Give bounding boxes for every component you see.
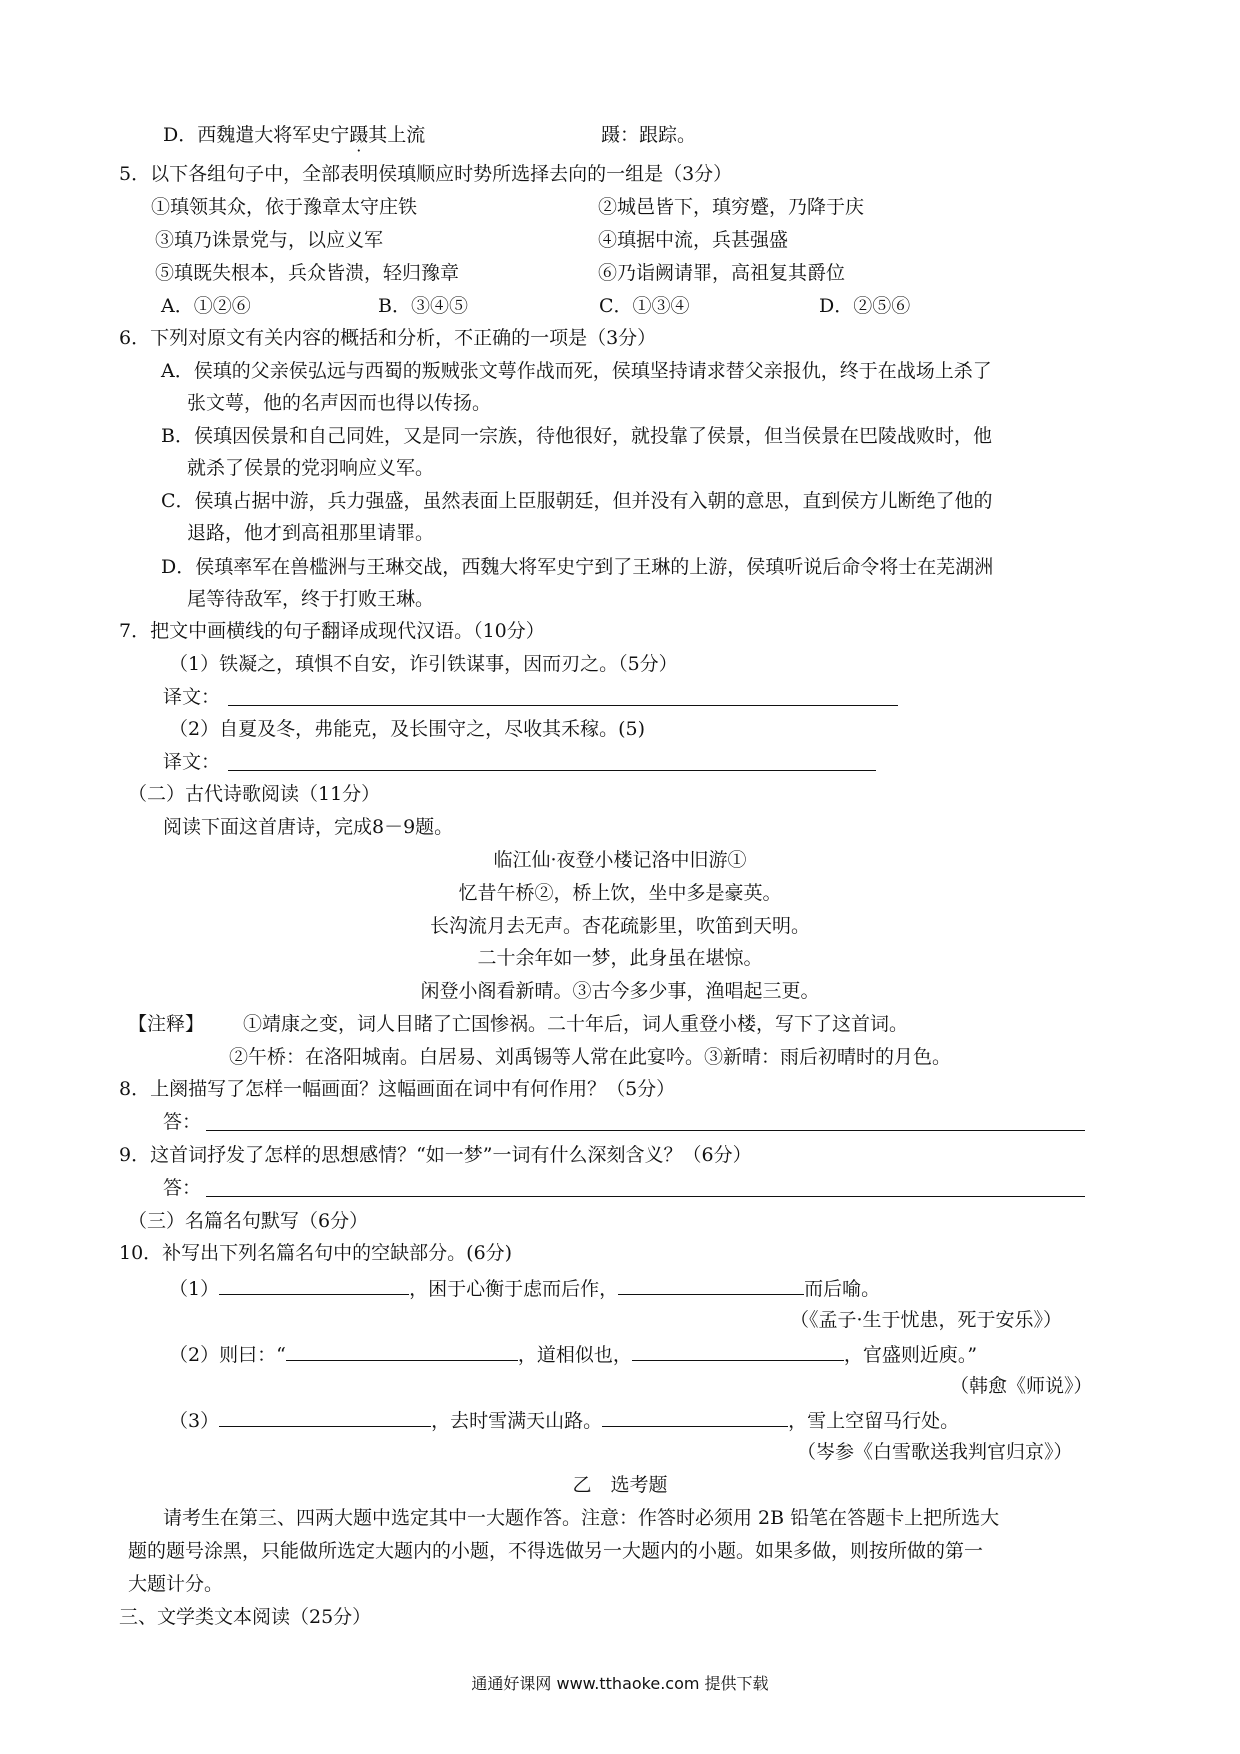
q6-option-a-line1: A．侯瑱的父亲侯弘远与西蜀的叛贼张文萼作战而死，侯瑱坚持请求替父亲报仇，终于在战场上杀了 xyxy=(161,360,992,382)
footer-credit: 通通好课网 www.tthaoke.com 提供下载 xyxy=(471,1674,769,1693)
q5-item: ②城邑皆下，瑱穷蹙，乃降于庆 xyxy=(598,196,865,218)
q7-stem: 7．把文中画横线的句子翻译成现代汉语。（10分） xyxy=(119,620,545,642)
poetry-intro: 阅读下面这首唐诗，完成8－9题。 xyxy=(163,816,454,838)
q6-option-a-line2: 张文萼，他的名声因而也得以传扬。 xyxy=(187,392,492,414)
q9-answer-line[interactable] xyxy=(206,1196,1085,1197)
q4-option-d-gloss: 蹑：跟踪。 xyxy=(601,124,697,146)
poem-line: 长沟流月去无声。杏花疏影里，吹笛到天明。 xyxy=(429,915,810,937)
q10-line-1 xyxy=(169,1274,880,1300)
q10-line-1-middle: ，困于心衡于虑而后作， xyxy=(409,1278,619,1300)
section-literary-heading: 三、文学类文本阅读（25分） xyxy=(119,1606,372,1628)
q9-stem: 9．这首词抒发了怎样的思想感情？“如一梦”一词有什么深刻含义？（6分） xyxy=(119,1144,752,1166)
q4-option-d xyxy=(163,122,425,148)
elective-title: 乙 选考题 xyxy=(572,1474,668,1496)
q4-option-d-text-b: 其上流 xyxy=(368,124,426,146)
q10-source-3: （岑参《白雪歌送我判官归京》） xyxy=(797,1441,1073,1463)
q10-line-2-end: ，官盛则近庾。” xyxy=(843,1344,978,1366)
q7-answer-label-2: 译文： xyxy=(163,751,221,773)
q10-blank[interactable] xyxy=(219,1406,431,1427)
q8-answer-label: 答： xyxy=(163,1111,202,1133)
q5-item: ③瑱乃诛景党与，以应义军 xyxy=(155,229,384,251)
annotation-line-2: ②午桥：在洛阳城南。白居易、刘禹锡等人常在此宴吟。③新晴：雨后初晴时的月色。 xyxy=(229,1046,952,1068)
q5-stem: 5．以下各组句子中，全部表明侯瑱顺应时势所选择去向的一组是（3分） xyxy=(119,163,733,185)
q5-item: ④瑱据中流，兵甚强盛 xyxy=(598,229,789,251)
poem-title: 临江仙·夜登小楼记洛中旧游① xyxy=(493,849,747,871)
q10-line-1-number: （1） xyxy=(169,1278,220,1300)
elective-instructions-line-2: 题的题号涂黑，只能做所选定大题内的小题，不得选做另一大题内的小题。如果多做，则按所做的第一 xyxy=(128,1540,984,1562)
q7-sentence-2: （2）自夏及冬，弗能克，及长围守之，尽收其禾稼。(5) xyxy=(169,718,646,740)
q10-line-2-middle: ，道相似也， xyxy=(517,1344,632,1366)
emphasis-dot-char: 蹑 xyxy=(349,124,369,146)
q6-option-c-line1: C．侯瑱占据中游，兵力强盛，虽然表面上臣服朝廷，但并没有入朝的意思，直到侯方儿断绝了他的 xyxy=(161,490,993,512)
q5-item: ⑤瑱既失根本，兵众皆溃，轻归豫章 xyxy=(155,262,460,284)
poetry-heading: （二）古代诗歌阅读（11分） xyxy=(128,783,381,805)
poem-line: 闲登小阁看新晴。③古今多少事，渔唱起三更。 xyxy=(420,980,820,1002)
q10-line-2-number: （2）则曰：“ xyxy=(169,1344,286,1366)
q10-blank[interactable] xyxy=(632,1340,844,1361)
q10-blank[interactable] xyxy=(602,1406,788,1427)
q5-option-a: A．①②⑥ xyxy=(161,295,251,317)
q7-sentence-1: （1）铁凝之，瑱惧不自安，诈引铁谋事，因而刃之。（5分） xyxy=(169,653,678,675)
q6-stem: 6．下列对原文有关内容的概括和分析，不正确的一项是（3分） xyxy=(119,327,657,349)
q10-line-3-middle: ，去时雪满天山路。 xyxy=(431,1410,603,1432)
elective-instructions-line-1: 请考生在第三、四两大题中选定其中一大题作答。注意：作答时必须用 2B 铅笔在答题卡上把所选大 xyxy=(163,1507,1000,1529)
q10-line-2 xyxy=(169,1340,977,1366)
q7-answer-line-1[interactable] xyxy=(228,705,898,706)
section-3-heading: （三）名篇名句默写（6分） xyxy=(128,1210,369,1232)
q7-answer-label-1: 译文： xyxy=(163,686,221,708)
q8-answer-line[interactable] xyxy=(206,1130,1085,1131)
q8-stem: 8．上阕描写了怎样一幅画面？这幅画面在词中有何作用？（5分） xyxy=(119,1078,676,1100)
q5-option-b: B．③④⑤ xyxy=(378,295,468,317)
poem-line: 二十余年如一梦，此身虽在堪惊。 xyxy=(477,947,763,969)
q10-line-1-end: 而后喻。 xyxy=(804,1278,881,1300)
q5-item: ①瑱领其众，依于豫章太守庄铁 xyxy=(151,196,418,218)
q6-option-b-line2: 就杀了侯景的党羽响应义军。 xyxy=(187,457,435,479)
q6-option-d-line1: D．侯瑱率军在兽槛洲与王琳交战，西魏大将军史宁到了王琳的上游，侯瑱听说后命令将士在芜湖洲 xyxy=(161,556,994,578)
q5-option-d: D．②⑤⑥ xyxy=(819,295,911,317)
q10-line-3-number: （3） xyxy=(169,1410,220,1432)
poem-line: 忆昔午桥②，桥上饮，坐中多是豪英。 xyxy=(458,882,782,904)
q7-answer-line-2[interactable] xyxy=(228,770,876,771)
q6-option-d-line2: 尾等待敌军，终于打败王琳。 xyxy=(187,588,435,610)
q6-option-b-line1: B．侯瑱因侯景和自己同姓，又是同一宗族，待他很好，就投靠了侯景，但当侯景在巴陵战败时，他 xyxy=(161,425,992,447)
annotation-label: 【注释】 xyxy=(128,1013,205,1035)
elective-instructions-line-3: 大题计分。 xyxy=(128,1573,224,1595)
annotation-line-1: ①靖康之变，词人目睹了亡国惨祸。二十年后，词人重登小楼，写下了这首词。 xyxy=(243,1013,909,1035)
q10-source-1: （《孟子·生于忧患，死于安乐》） xyxy=(790,1309,1063,1331)
q5-option-c: C．①③④ xyxy=(599,295,690,317)
q10-blank[interactable] xyxy=(286,1340,518,1361)
q10-line-3 xyxy=(169,1406,959,1432)
q10-blank[interactable] xyxy=(618,1274,804,1295)
q4-option-d-text-a: D．西魏遣大将军史宁 xyxy=(163,124,350,146)
q5-item: ⑥乃诣阙请罪，高祖复其爵位 xyxy=(598,262,846,284)
q10-line-3-end: ，雪上空留马行处。 xyxy=(788,1410,960,1432)
q10-stem: 10．补写出下列名篇名句中的空缺部分。(6分) xyxy=(119,1242,513,1264)
q6-option-c-line2: 退路，他才到高祖那里请罪。 xyxy=(187,522,435,544)
q9-answer-label: 答： xyxy=(163,1177,202,1199)
q10-blank[interactable] xyxy=(219,1274,409,1295)
q10-source-2: （韩愈《师说》） xyxy=(950,1375,1093,1397)
